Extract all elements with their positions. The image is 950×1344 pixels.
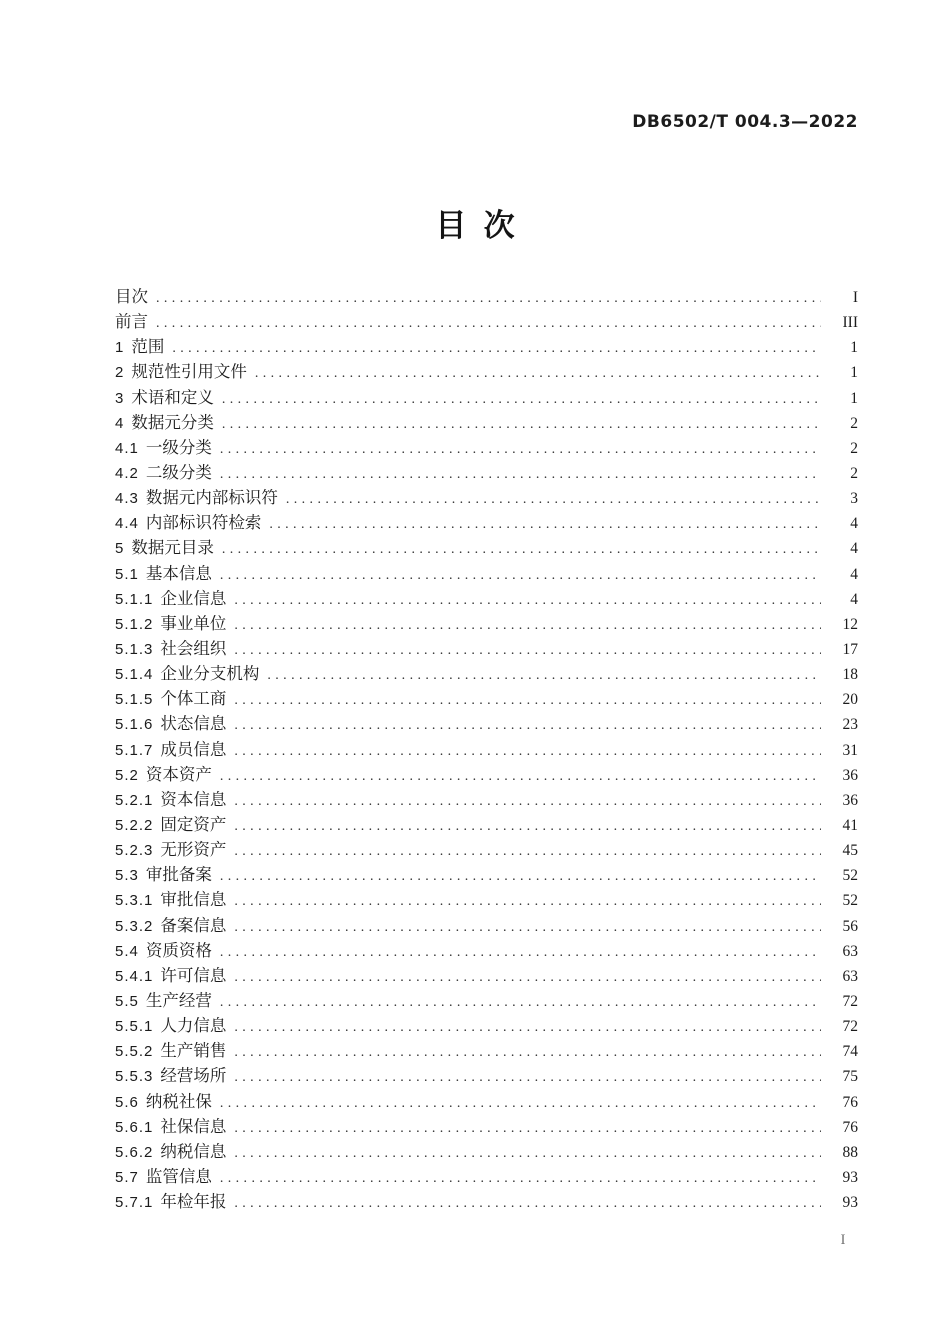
toc-entry-label: 纳税社保 (145, 1091, 212, 1111)
toc-entry-label: 经营场所 (160, 1066, 227, 1086)
toc-entry-page: 4 (850, 590, 858, 608)
dot-leader (220, 1166, 821, 1191)
toc-entry-number: 4.4 (115, 515, 139, 533)
toc-entry-page: 2 (850, 439, 858, 457)
toc-entry-page: 76 (842, 1093, 858, 1111)
toc-entry-number: 5.1.6 (115, 716, 154, 734)
toc-entry (115, 1013, 858, 1038)
toc-entry-page: 1 (850, 364, 858, 382)
dot-leader (220, 764, 821, 789)
toc-entry-label: 数据元分类 (131, 412, 214, 432)
dot-leader (234, 1116, 821, 1141)
toc-entry (115, 1139, 858, 1164)
toc-entry-label: 范围 (131, 337, 165, 357)
toc-entry-number: 4 (115, 414, 125, 432)
dot-leader (234, 613, 821, 638)
dot-leader (234, 713, 821, 738)
toc-entry (115, 686, 858, 711)
toc-entry (115, 485, 858, 510)
toc-entry-label: 审批备案 (145, 865, 212, 885)
toc-entry (115, 711, 858, 736)
dot-leader (220, 462, 821, 487)
toc-entry-label: 规范性引用文件 (131, 362, 247, 382)
toc-entry-number: 5.2.1 (115, 791, 154, 809)
toc-entry (115, 561, 858, 586)
toc-entry-page: I (852, 289, 858, 306)
toc-list (115, 284, 858, 1214)
toc-entry-number: 5.1.2 (115, 615, 154, 633)
toc-entry-page: 93 (842, 1194, 858, 1212)
toc-entry-number: 5.1.1 (115, 590, 154, 608)
toc-entry-label: 资本信息 (160, 789, 227, 809)
toc-entry-label: 监管信息 (145, 1166, 212, 1186)
toc-entry-page: 52 (842, 867, 858, 885)
toc-entry-page: 41 (842, 816, 858, 834)
dot-leader (234, 915, 821, 940)
toc-entry (115, 762, 858, 787)
toc-entry-page: 4 (850, 515, 858, 533)
toc-entry (115, 535, 858, 560)
toc-entry-label: 备案信息 (160, 915, 227, 935)
toc-entry-number: 4.1 (115, 439, 139, 457)
dot-leader (234, 965, 821, 990)
toc-entry-label: 术语和定义 (131, 387, 214, 407)
toc-entry-label: 一级分类 (145, 437, 212, 457)
dot-leader (234, 814, 821, 839)
dot-leader (234, 638, 821, 663)
dot-leader (234, 839, 821, 864)
toc-entry-page: 12 (842, 615, 858, 633)
toc-entry-label: 事业单位 (160, 613, 227, 633)
toc-entry (115, 510, 858, 535)
toc-entry-number: 5.1.5 (115, 691, 154, 709)
toc-entry-number: 5.3.1 (115, 892, 154, 910)
dot-leader (234, 588, 821, 613)
page-title: 目 次 (435, 208, 515, 243)
toc-entry-page: 23 (842, 716, 858, 734)
dot-leader (234, 739, 821, 764)
toc-entry-page: 2 (850, 414, 858, 432)
toc-entry (115, 787, 858, 812)
toc-entry-label: 生产经营 (145, 990, 212, 1010)
toc-entry-number: 5.5 (115, 992, 139, 1010)
toc-entry-label: 年检年报 (160, 1192, 227, 1212)
toc-entry-label: 许可信息 (160, 965, 227, 985)
toc-entry-label: 目次 (115, 287, 148, 306)
dot-leader (234, 1040, 821, 1065)
toc-entry-label: 人力信息 (160, 1016, 227, 1036)
toc-entry (115, 1038, 858, 1063)
toc-entry-label: 审批信息 (160, 890, 227, 910)
dot-leader (172, 336, 821, 361)
toc-entry-label: 个体工商 (160, 689, 227, 709)
toc-entry-label: 状态信息 (160, 714, 227, 734)
toc-entry-number: 2 (115, 364, 125, 382)
dot-leader (267, 663, 821, 688)
toc-entry-page: 31 (842, 741, 858, 759)
toc-entry (115, 309, 858, 334)
dot-leader (234, 889, 821, 914)
dot-leader (220, 990, 821, 1015)
toc-entry-label: 数据元内部标识符 (145, 488, 278, 508)
toc-entry (115, 887, 858, 912)
toc-entry-number: 5.4 (115, 942, 139, 960)
toc-entry-number: 5.6.2 (115, 1143, 154, 1161)
dot-leader (222, 537, 821, 562)
toc-entry-number: 5.1.3 (115, 640, 154, 658)
dot-leader (269, 512, 821, 537)
toc-entry (115, 636, 858, 661)
toc-entry (115, 812, 858, 837)
toc-entry (115, 385, 858, 410)
toc-entry-number: 5.7.1 (115, 1194, 154, 1212)
toc-entry-page: 1 (850, 339, 858, 357)
toc-entry (115, 460, 858, 485)
toc-entry-label: 基本信息 (145, 563, 212, 583)
dot-leader (220, 940, 821, 965)
toc-entry-label: 二级分类 (145, 462, 212, 482)
toc-entry-number: 5.2.3 (115, 842, 154, 860)
toc-entry-page: 36 (842, 791, 858, 809)
toc-entry-number: 4.2 (115, 464, 139, 482)
dot-leader (222, 412, 821, 437)
toc-entry-number: 3 (115, 389, 125, 407)
toc-entry (115, 1063, 858, 1088)
dot-leader (234, 1141, 821, 1166)
toc-entry (115, 862, 858, 887)
toc-entry-label: 成员信息 (160, 739, 227, 759)
toc-entry-label: 企业分支机构 (160, 664, 260, 684)
toc-entry (115, 963, 858, 988)
toc-entry-page: 93 (842, 1168, 858, 1186)
toc-entry-label: 社保信息 (160, 1116, 227, 1136)
toc-entry (115, 1114, 858, 1139)
toc-entry (115, 586, 858, 611)
toc-entry-label: 数据元目录 (131, 538, 214, 558)
toc-entry-page: 45 (842, 842, 858, 860)
toc-entry-number: 5 (115, 540, 125, 558)
dot-leader (255, 361, 821, 386)
toc-entry (115, 661, 858, 686)
toc-entry (115, 938, 858, 963)
toc-entry-page: 74 (842, 1043, 858, 1061)
toc-entry (115, 284, 858, 309)
toc-entry-label: 资质资格 (145, 940, 212, 960)
standard-number: DB6502/T 004.3—2022 (632, 112, 858, 132)
toc-entry-label: 企业信息 (160, 588, 227, 608)
toc-entry-number: 5.6.1 (115, 1118, 154, 1136)
toc-entry-page: 20 (842, 691, 858, 709)
dot-leader (156, 311, 821, 336)
toc-entry-page: 76 (842, 1118, 858, 1136)
toc-entry (115, 737, 858, 762)
toc-entry-page: 17 (842, 640, 858, 658)
toc-entry-label: 生产销售 (160, 1041, 227, 1061)
toc-entry (115, 435, 858, 460)
dot-leader (234, 789, 821, 814)
toc-entry-page: 3 (850, 490, 858, 508)
toc-entry-page: 63 (842, 967, 858, 985)
toc-entry-label: 资本资产 (145, 764, 212, 784)
dot-leader (234, 1191, 821, 1216)
toc-entry-number: 5.1 (115, 565, 139, 583)
toc-entry-page: 88 (842, 1143, 858, 1161)
dot-leader (220, 864, 821, 889)
toc-entry-number: 5.1.7 (115, 741, 154, 759)
dot-leader (156, 286, 821, 311)
dot-leader (220, 437, 821, 462)
toc-entry-number: 4.3 (115, 490, 139, 508)
toc-entry-number: 5.5.1 (115, 1018, 154, 1036)
toc-entry-number: 5.2.2 (115, 816, 154, 834)
toc-entry-page: 4 (850, 565, 858, 583)
toc-entry (115, 988, 858, 1013)
toc-entry-label: 内部标识符检索 (145, 513, 262, 533)
toc-entry-page: 2 (850, 464, 858, 482)
dot-leader (234, 1065, 821, 1090)
toc-entry (115, 913, 858, 938)
toc-entry-page: 18 (842, 666, 858, 684)
toc-entry-number: 5.3.2 (115, 917, 154, 935)
toc-entry-page: 72 (842, 1018, 858, 1036)
toc-entry-number: 5.4.1 (115, 967, 154, 985)
toc-entry-number: 5.5.3 (115, 1068, 154, 1086)
toc-entry-page: III (842, 314, 858, 332)
toc-entry (115, 334, 858, 359)
toc-entry-number: 5.5.2 (115, 1043, 154, 1061)
toc-entry-page: 63 (842, 942, 858, 960)
toc-entry (115, 410, 858, 435)
toc-entry (115, 611, 858, 636)
toc-entry-page: 56 (842, 917, 858, 935)
toc-entry-page: 1 (850, 389, 858, 407)
toc-entry-number: 5.6 (115, 1093, 139, 1111)
toc-entry-page: 72 (842, 992, 858, 1010)
toc-entry-number: 1 (115, 339, 125, 357)
toc-entry (115, 359, 858, 384)
toc-entry (115, 837, 858, 862)
dot-leader (222, 387, 821, 412)
toc-entry-number: 5.2 (115, 766, 139, 784)
toc-entry-label: 前言 (115, 312, 148, 332)
toc-entry-label: 固定资产 (160, 814, 227, 834)
toc-entry (115, 1189, 858, 1214)
dot-leader (234, 1015, 821, 1040)
toc-entry-number: 5.3 (115, 867, 139, 885)
toc-entry-page: 52 (842, 892, 858, 910)
toc-entry-label: 无形资产 (160, 840, 227, 860)
toc-entry-page: 4 (850, 540, 858, 558)
dot-leader (286, 487, 821, 512)
toc-entry-number: 5.1.4 (115, 666, 154, 684)
toc-entry-label: 纳税信息 (160, 1141, 227, 1161)
toc-entry-label: 社会组织 (160, 638, 227, 658)
toc-entry-page: 36 (842, 766, 858, 784)
toc-entry (115, 1089, 858, 1114)
toc-entry-page: 75 (842, 1068, 858, 1086)
dot-leader (220, 563, 821, 588)
toc-entry (115, 1164, 858, 1189)
toc-entry-number: 5.7 (115, 1168, 139, 1186)
dot-leader (234, 688, 821, 713)
footer-page-number: I (840, 1232, 846, 1248)
dot-leader (220, 1091, 821, 1116)
